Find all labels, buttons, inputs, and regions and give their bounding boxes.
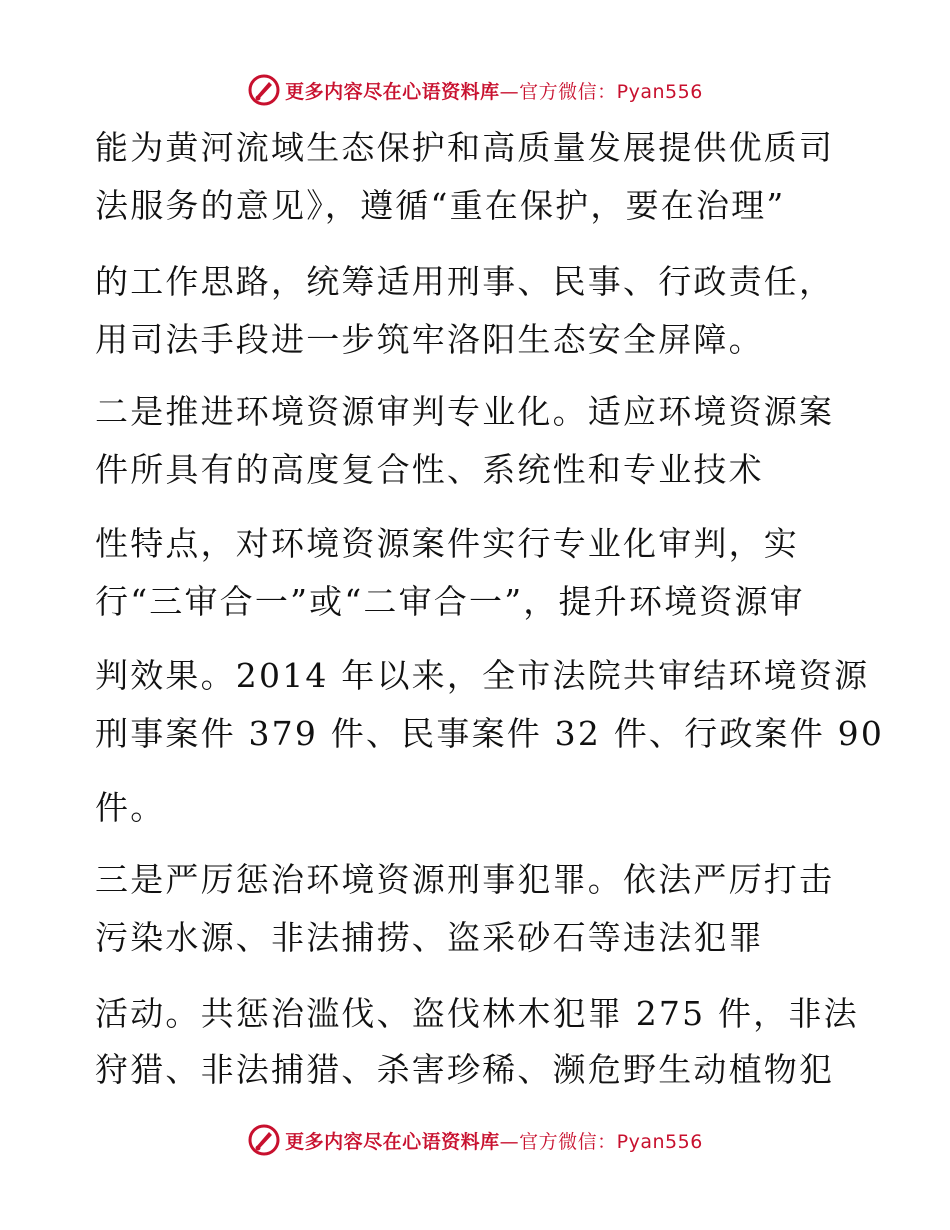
body-line-4: 用司法手段进一步筑牢洛阳生态安全屏障。 (95, 320, 764, 359)
body-line-10: 刑事案件 379 件、民事案件 32 件、行政案件 90 (95, 714, 885, 753)
body-line-14: 活动。共惩治滥伐、盗伐林木犯罪 275 件，非法 (95, 994, 859, 1033)
body-line-13: 污染水源、非法捕捞、盗采砂石等违法犯罪 (95, 918, 764, 957)
brand-logo-icon (247, 1123, 281, 1157)
header-watermark-text: 更多内容尽在心语资料库—官方微信：Pyan556 (285, 80, 703, 103)
brand-logo-icon (247, 73, 281, 107)
body-line-3: 的工作思路，统筹适用刑事、民事、行政责任， (95, 262, 835, 301)
body-line-11: 件。 (95, 788, 166, 827)
body-line-15: 狩猎、非法捕猎、杀害珍稀、濒危野生动植物犯 (95, 1050, 835, 1089)
body-line-2: 法服务的意见》，遵循“重在保护，要在治理” (95, 186, 786, 225)
body-line-1: 能为黄河流域生态保护和高质量发展提供优质司 (95, 128, 835, 167)
header-watermark-banner (0, 70, 950, 110)
body-line-12: 三是严厉惩治环境资源刑事犯罪。依法严厉打击 (95, 860, 835, 899)
body-line-6: 件所具有的高度复合性、系统性和专业技术 (95, 450, 764, 489)
footer-watermark-text: 更多内容尽在心语资料库—官方微信：Pyan556 (285, 1130, 703, 1153)
body-line-8: 行“三审合一”或“二审合一”，提升环境资源审 (95, 582, 805, 621)
body-line-5: 二是推进环境资源审判专业化。适应环境资源案 (95, 392, 835, 431)
footer-watermark-banner (0, 1120, 950, 1160)
body-line-7: 性特点，对环境资源案件实行专业化审判，实 (95, 524, 799, 563)
body-line-9: 判效果。2014 年以来，全市法院共审结环境资源 (95, 656, 870, 695)
